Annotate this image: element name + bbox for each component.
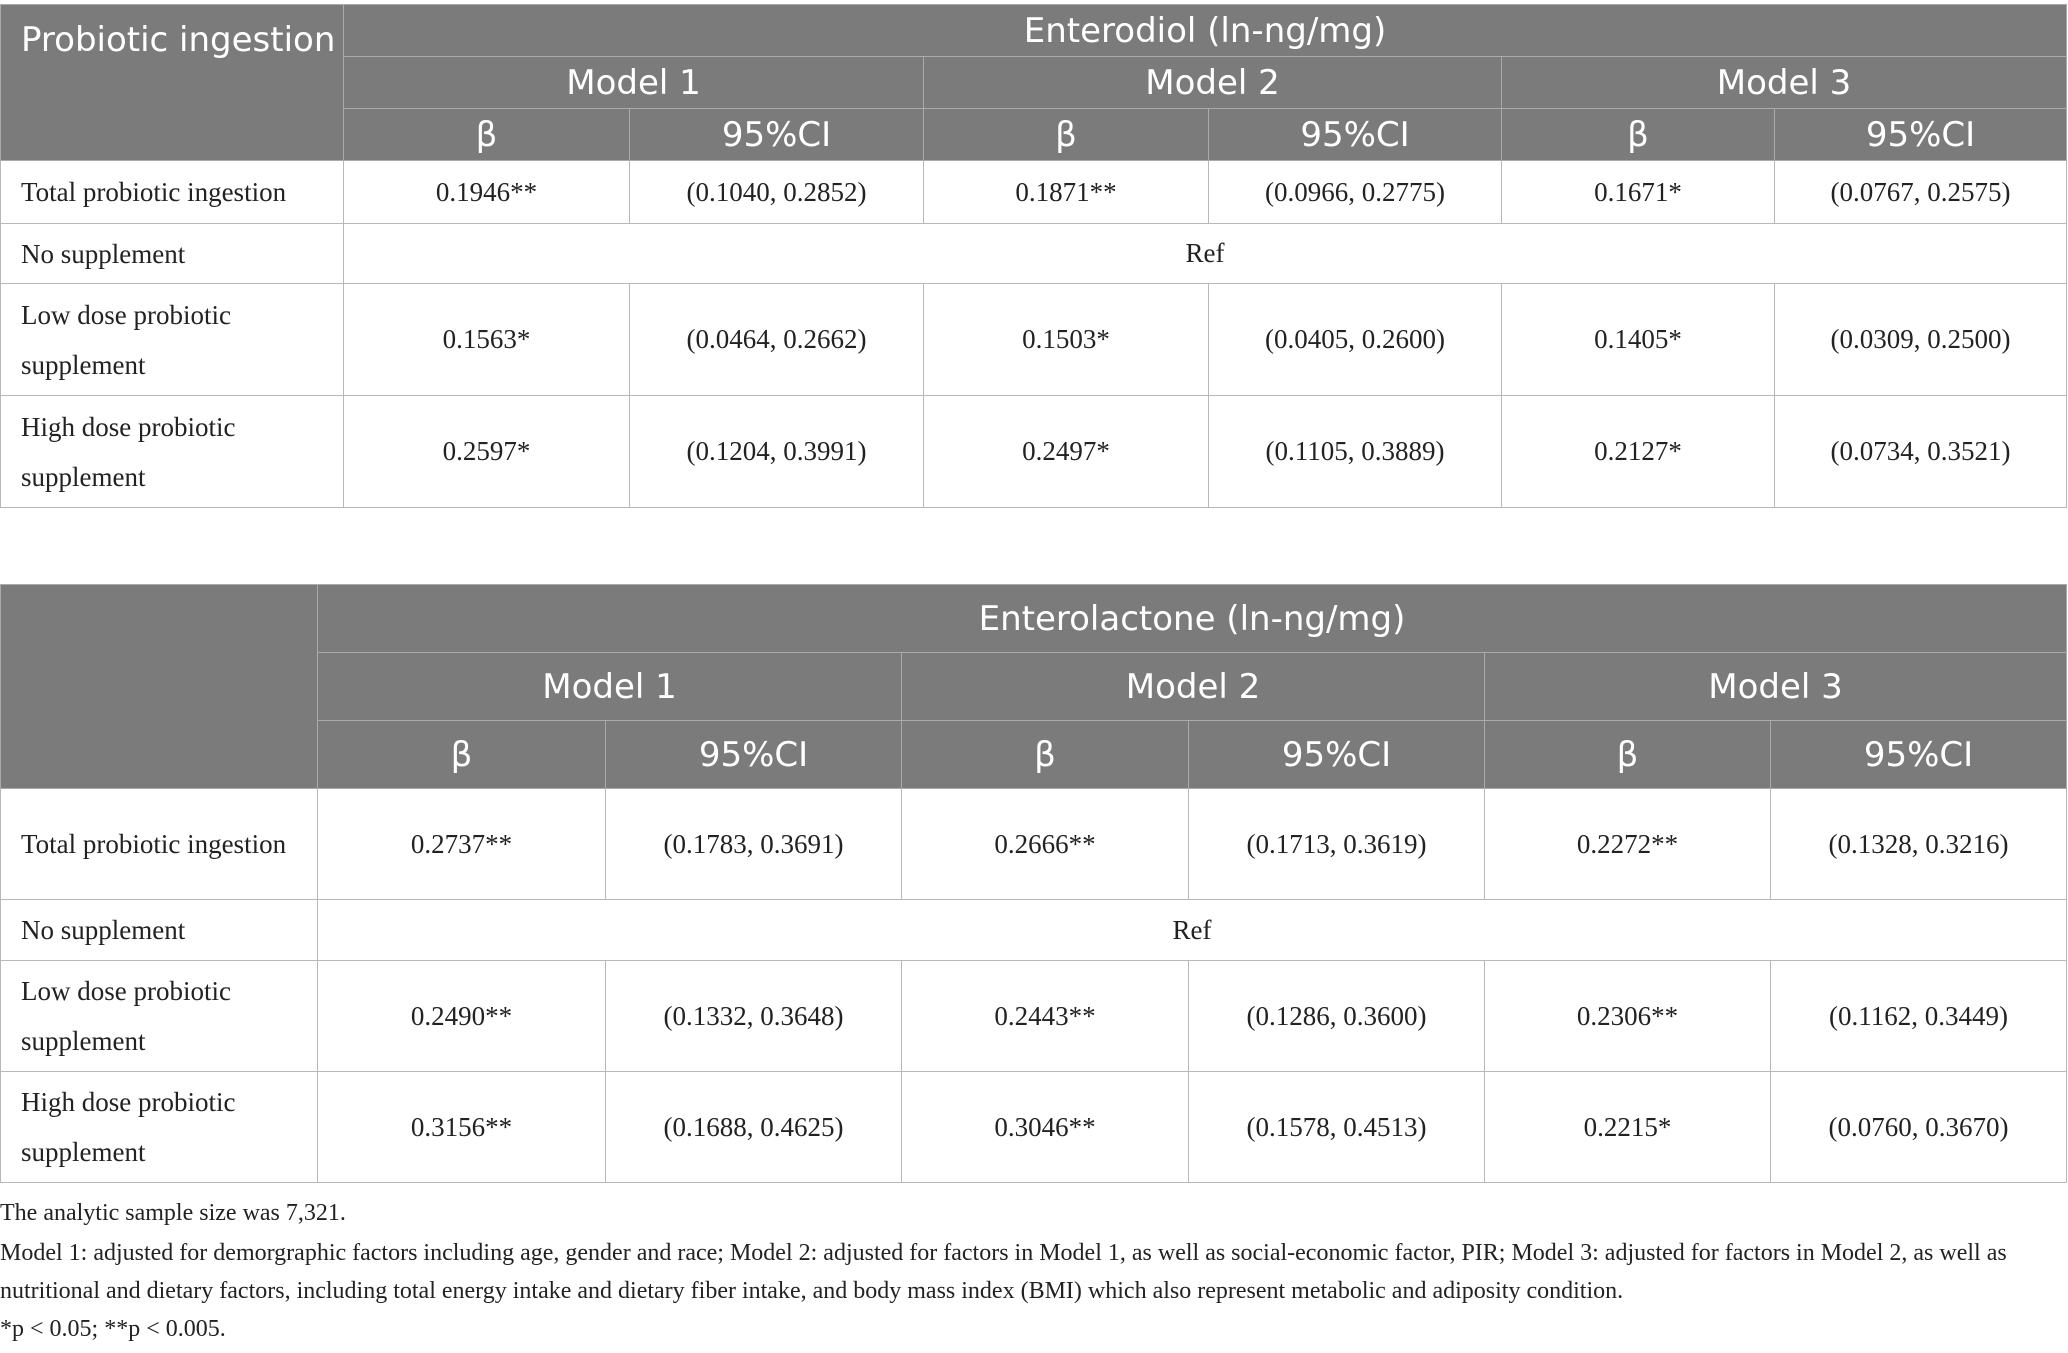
ci-value: (0.1328, 0.3216) (1771, 789, 2067, 900)
row-label: No supplement (1, 900, 318, 961)
ref-value: Ref (318, 900, 2067, 961)
header-ci: 95%CI (606, 721, 902, 789)
footnote-significance: *p < 0.05; **p < 0.005. (0, 1316, 226, 1342)
header-beta: β (902, 721, 1189, 789)
row-label: Low dose probiotic supplement (1, 961, 318, 1072)
beta-value: 0.2497* (924, 396, 1209, 508)
header-ci: 95%CI (1771, 721, 2067, 789)
beta-value: 0.1503* (924, 284, 1209, 396)
ci-value: (0.0464, 0.2662) (630, 284, 924, 396)
table-row (1, 161, 2067, 224)
beta-value: 0.2127* (1502, 396, 1775, 508)
beta-value: 0.1946** (344, 161, 630, 224)
row-label: High dose probiotic supplement (1, 1072, 318, 1183)
ci-value: (0.0309, 0.2500) (1775, 284, 2067, 396)
ref-value: Ref (344, 224, 2067, 284)
beta-value: 0.3156** (318, 1072, 606, 1183)
table-row (1, 284, 2067, 396)
enterolactone-table (0, 584, 2067, 1183)
ci-value: (0.0966, 0.2775) (1209, 161, 1502, 224)
beta-value: 0.2666** (902, 789, 1189, 900)
beta-value: 0.2737** (318, 789, 606, 900)
header-ci: 95%CI (1775, 109, 2067, 161)
header-model-2: Model 2 (902, 653, 1485, 721)
header-blank-corner (1, 585, 318, 789)
table-row (1, 224, 2067, 284)
header-model-3: Model 3 (1502, 57, 2067, 109)
beta-value: 0.2490** (318, 961, 606, 1072)
header-beta: β (344, 109, 630, 161)
ci-value: (0.1332, 0.3648) (606, 961, 902, 1072)
footnote-models: Model 1: adjusted for demorgraphic factors including age, gender and race; Model 2: adjusted for factors in Model 1, as well as social-economic factor, PIR; Model 3: adjusted for factors in Model 2, as well as nutritional and dietary factors, including total energy intake and dietary fiber intake, and body mass index (BMI) which also represent metabolic and adiposity condition. (0, 1240, 2007, 1304)
header-model-1: Model 1 (344, 57, 924, 109)
header-beta: β (318, 721, 606, 789)
table-row (1, 961, 2067, 1072)
header-beta: β (924, 109, 1209, 161)
table-row (1, 396, 2067, 508)
ci-value: (0.1713, 0.3619) (1189, 789, 1485, 900)
beta-value: 0.2272** (1485, 789, 1771, 900)
ci-value: (0.1688, 0.4625) (606, 1072, 902, 1183)
ci-value: (0.1204, 0.3991) (630, 396, 924, 508)
header-beta: β (1485, 721, 1771, 789)
ci-value: (0.0760, 0.3670) (1771, 1072, 2067, 1183)
row-label: No supplement (1, 224, 344, 284)
footnote-sample-size: The analytic sample size was 7,321. (0, 1200, 346, 1226)
table-row (1, 789, 2067, 900)
ci-value: (0.1578, 0.4513) (1189, 1072, 1485, 1183)
header-ci: 95%CI (1209, 109, 1502, 161)
ci-value: (0.0734, 0.3521) (1775, 396, 2067, 508)
table-row (1, 1072, 2067, 1183)
beta-value: 0.1563* (344, 284, 630, 396)
beta-value: 0.2597* (344, 396, 630, 508)
header-ci: 95%CI (1189, 721, 1485, 789)
enterodiol-table (0, 4, 2067, 508)
beta-value: 0.2215* (1485, 1072, 1771, 1183)
table-row (1, 900, 2067, 961)
row-label: Total probiotic ingestion (1, 161, 344, 224)
header-beta: β (1502, 109, 1775, 161)
header-model-3: Model 3 (1485, 653, 2067, 721)
beta-value: 0.3046** (902, 1072, 1189, 1183)
header-model-2: Model 2 (924, 57, 1502, 109)
beta-value: 0.1671* (1502, 161, 1775, 224)
ci-value: (0.1040, 0.2852) (630, 161, 924, 224)
beta-value: 0.1405* (1502, 284, 1775, 396)
ci-value: (0.0767, 0.2575) (1775, 161, 2067, 224)
header-probiotic-ingestion: Probiotic ingestion (1, 5, 344, 161)
header-enterolactone-title: Enterolactone (ln-ng/mg) (318, 585, 2067, 653)
header-ci: 95%CI (630, 109, 924, 161)
row-label: High dose probiotic supplement (1, 396, 344, 508)
beta-value: 0.2443** (902, 961, 1189, 1072)
header-model-1: Model 1 (318, 653, 902, 721)
ci-value: (0.1783, 0.3691) (606, 789, 902, 900)
beta-value: 0.1871** (924, 161, 1209, 224)
header-enterodiol-title: Enterodiol (ln-ng/mg) (344, 5, 2067, 57)
ci-value: (0.1105, 0.3889) (1209, 396, 1502, 508)
row-label: Low dose probiotic supplement (1, 284, 344, 396)
ci-value: (0.1162, 0.3449) (1771, 961, 2067, 1072)
beta-value: 0.2306** (1485, 961, 1771, 1072)
row-label: Total probiotic ingestion (1, 789, 318, 900)
ci-value: (0.1286, 0.3600) (1189, 961, 1485, 1072)
ci-value: (0.0405, 0.2600) (1209, 284, 1502, 396)
